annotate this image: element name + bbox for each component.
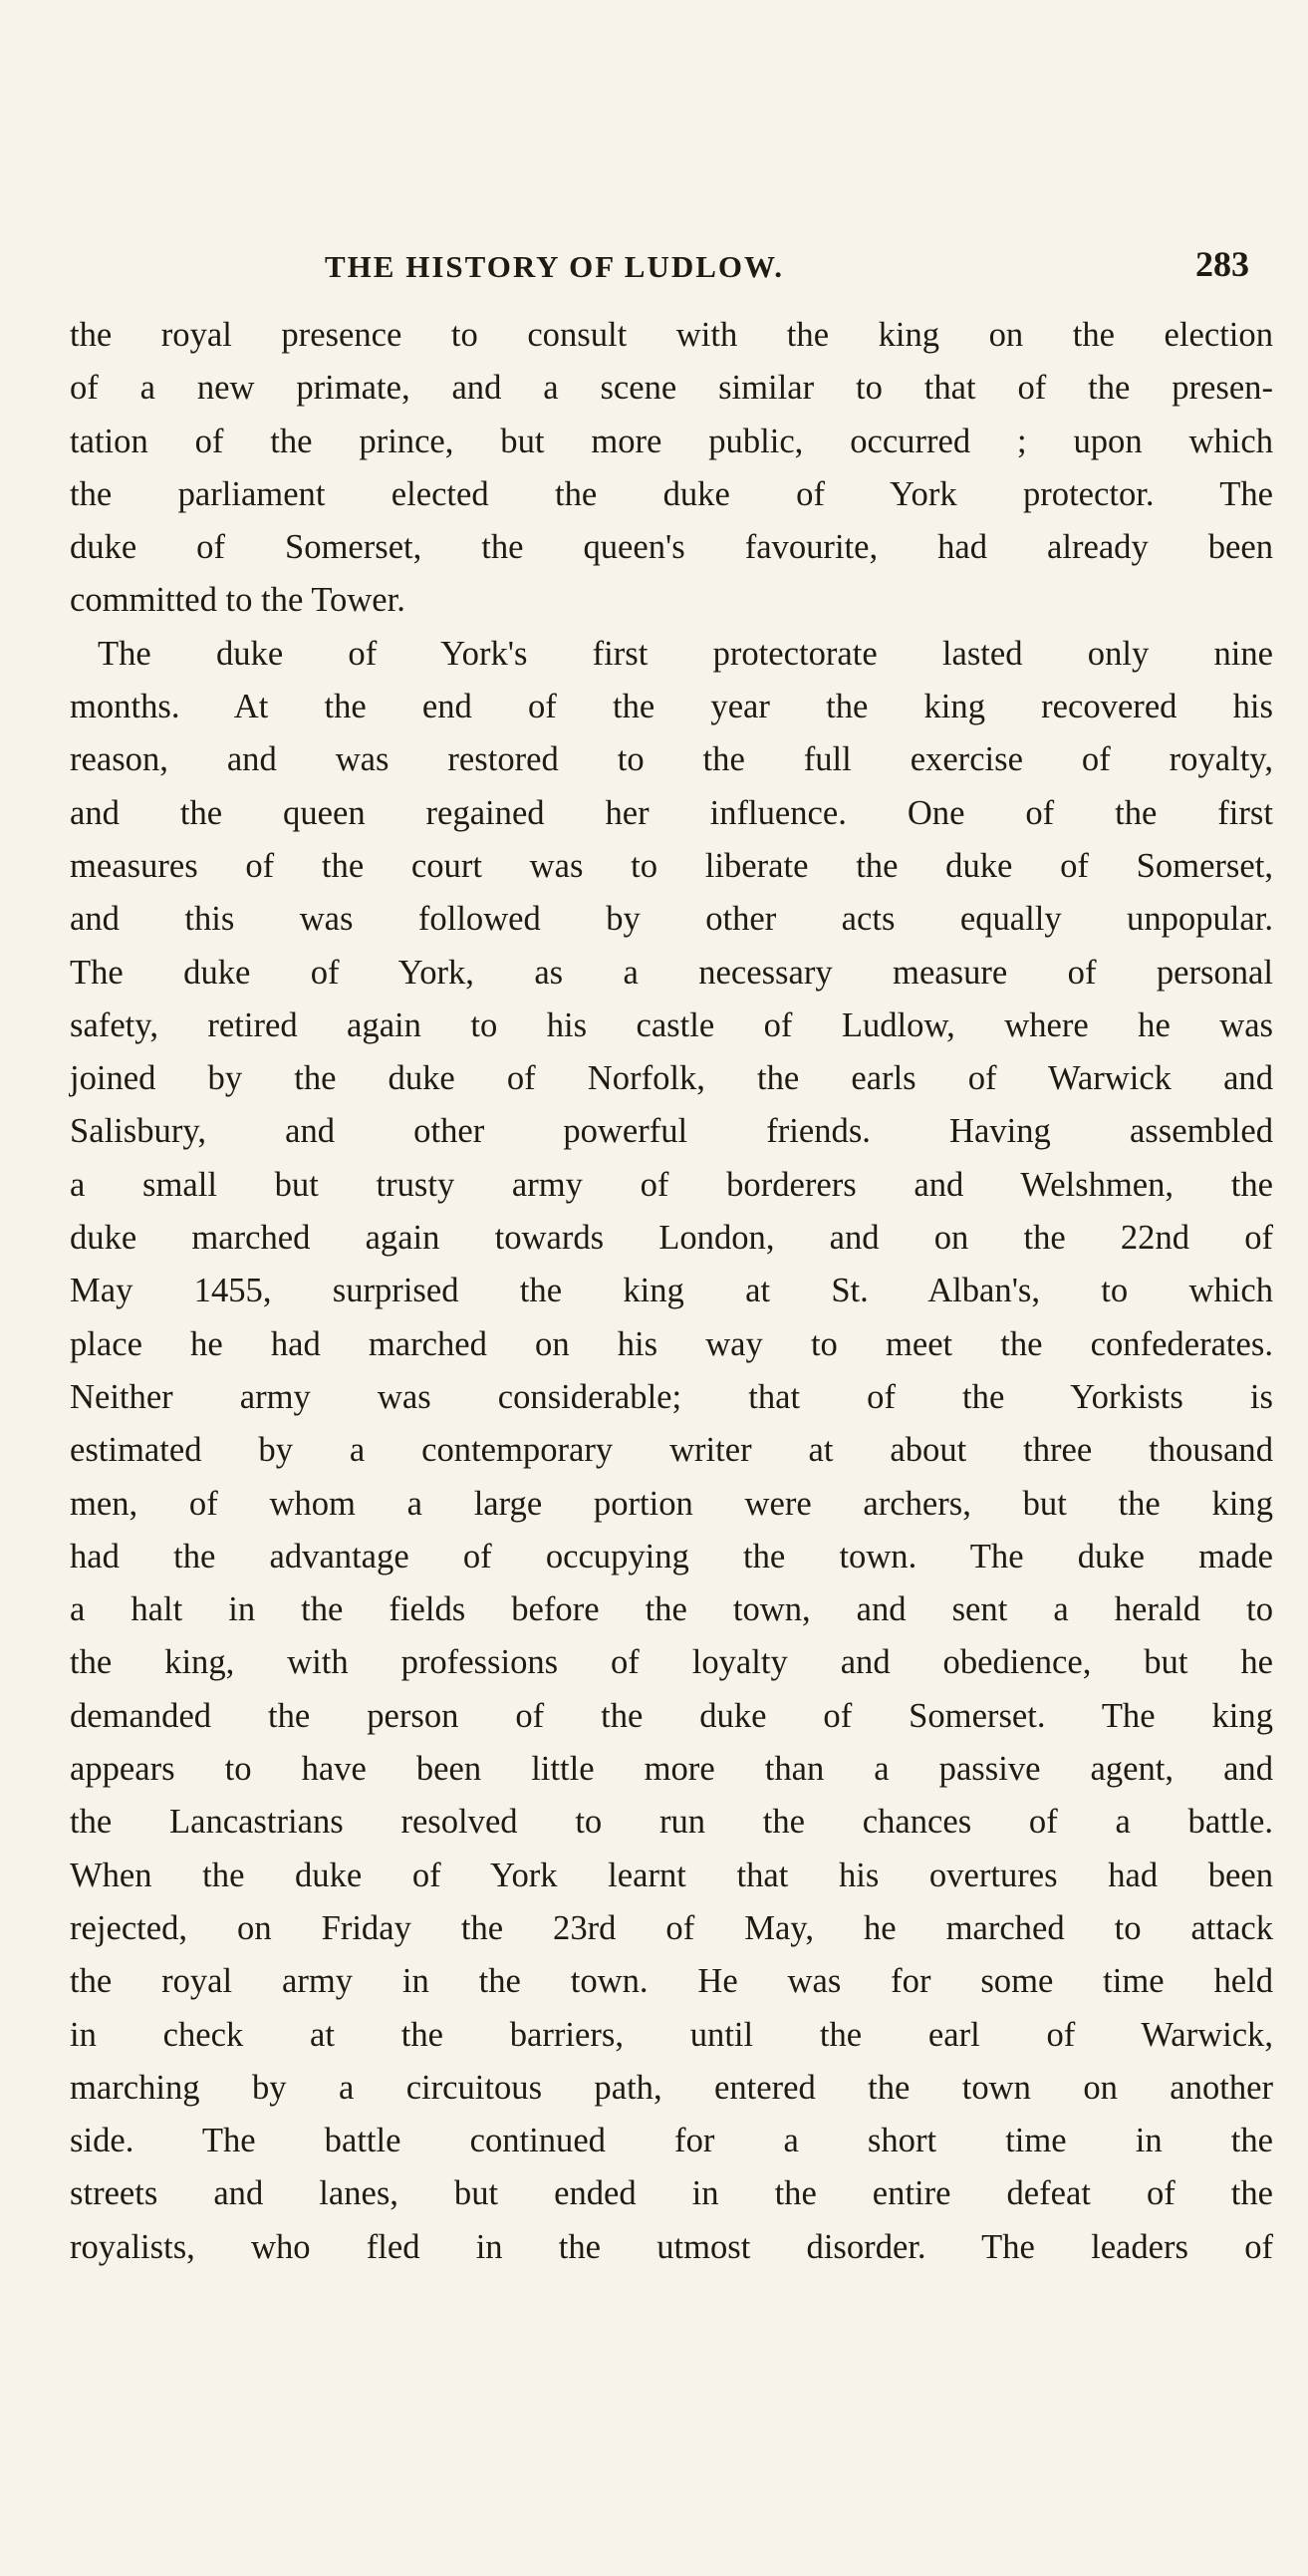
text-line: side. The battle continued for a short time in the (70, 2122, 1273, 2160)
text-line: committed to the Tower. (70, 581, 405, 620)
text-line: the king, with professions of loyalty and obedience, but he (70, 1643, 1273, 1682)
text-line: estimated by a contemporary writer at about three thousand (70, 1431, 1273, 1470)
running-title: THE HISTORY OF LUDLOW. (325, 249, 784, 284)
text-line: a small but trusty army of borderers and Welshmen, the (70, 1165, 1273, 1204)
text-line: marching by a circuitous path, entered the town on another (70, 2068, 1273, 2107)
text-line: the royal presence to consult with the king on the election (70, 316, 1273, 354)
text-line: reason, and was restored to the full exercise of royalty, (70, 740, 1273, 779)
text-line: duke of Somerset, the queen's favourite, had already been (70, 528, 1273, 567)
text-line: safety, retired again to his castle of Ludlow, where he was (70, 1005, 1273, 1044)
text-line: and the queen regained her influence. One of the first (70, 793, 1273, 832)
text-line: the Lancastrians resolved to run the chances of a battle. (70, 1803, 1273, 1842)
text-line: of a new primate, and a scene similar to that of the presen- (70, 369, 1273, 408)
text-line: measures of the court was to liberate the duke of Somerset, (70, 846, 1273, 885)
running-head (70, 244, 1273, 293)
text-line: royalists, who fled in the utmost disorder. The leaders of (70, 2227, 1273, 2266)
text-line: Neither army was considerable; that of the Yorkists is (70, 1377, 1273, 1416)
text-line: appears to have been little more than a passive agent, and (70, 1750, 1273, 1789)
text-line: demanded the person of the duke of Somerset. The king (70, 1696, 1273, 1735)
text-line: the royal army in the town. He was for some time held (70, 1962, 1273, 2001)
text-line: men, of whom a large portion were archers, but the king (70, 1484, 1273, 1523)
text-line: The duke of York's first protectorate lasted only nine (98, 634, 1273, 673)
text-line: place he had marched on his way to meet the confederates. (70, 1324, 1273, 1363)
body-text (70, 309, 1273, 2274)
text-line: a halt in the fields before the town, and sent a herald to (70, 1590, 1273, 1629)
text-line: tation of the prince, but more public, occurred ; upon which (70, 422, 1273, 460)
text-line: duke marched again towards London, and on the 22nd of (70, 1219, 1273, 1258)
text-line: in check at the barriers, until the earl of Warwick, (70, 2015, 1273, 2054)
page-number: 283 (1195, 244, 1249, 284)
text-line: Salisbury, and other powerful friends. Having assembled (70, 1112, 1273, 1151)
text-line: May 1455, surprised the king at St. Alban's, to which (70, 1272, 1273, 1310)
text-line: streets and lanes, but ended in the entire defeat of the (70, 2174, 1273, 2213)
text-line: the parliament elected the duke of York protector. The (70, 474, 1273, 513)
text-line: When the duke of York learnt that his overtures had been (70, 1856, 1273, 1894)
text-line: rejected, on Friday the 23rd of May, he marched to attack (70, 1908, 1273, 1947)
text-line: and this was followed by other acts equally unpopular. (70, 900, 1273, 939)
text-line: joined by the duke of Norfolk, the earls of Warwick and (70, 1059, 1273, 1098)
text-line: The duke of York, as a necessary measure of personal (70, 953, 1273, 992)
text-line: months. At the end of the year the king recovered his (70, 688, 1273, 726)
text-line: had the advantage of occupying the town. The duke made (70, 1537, 1273, 1575)
